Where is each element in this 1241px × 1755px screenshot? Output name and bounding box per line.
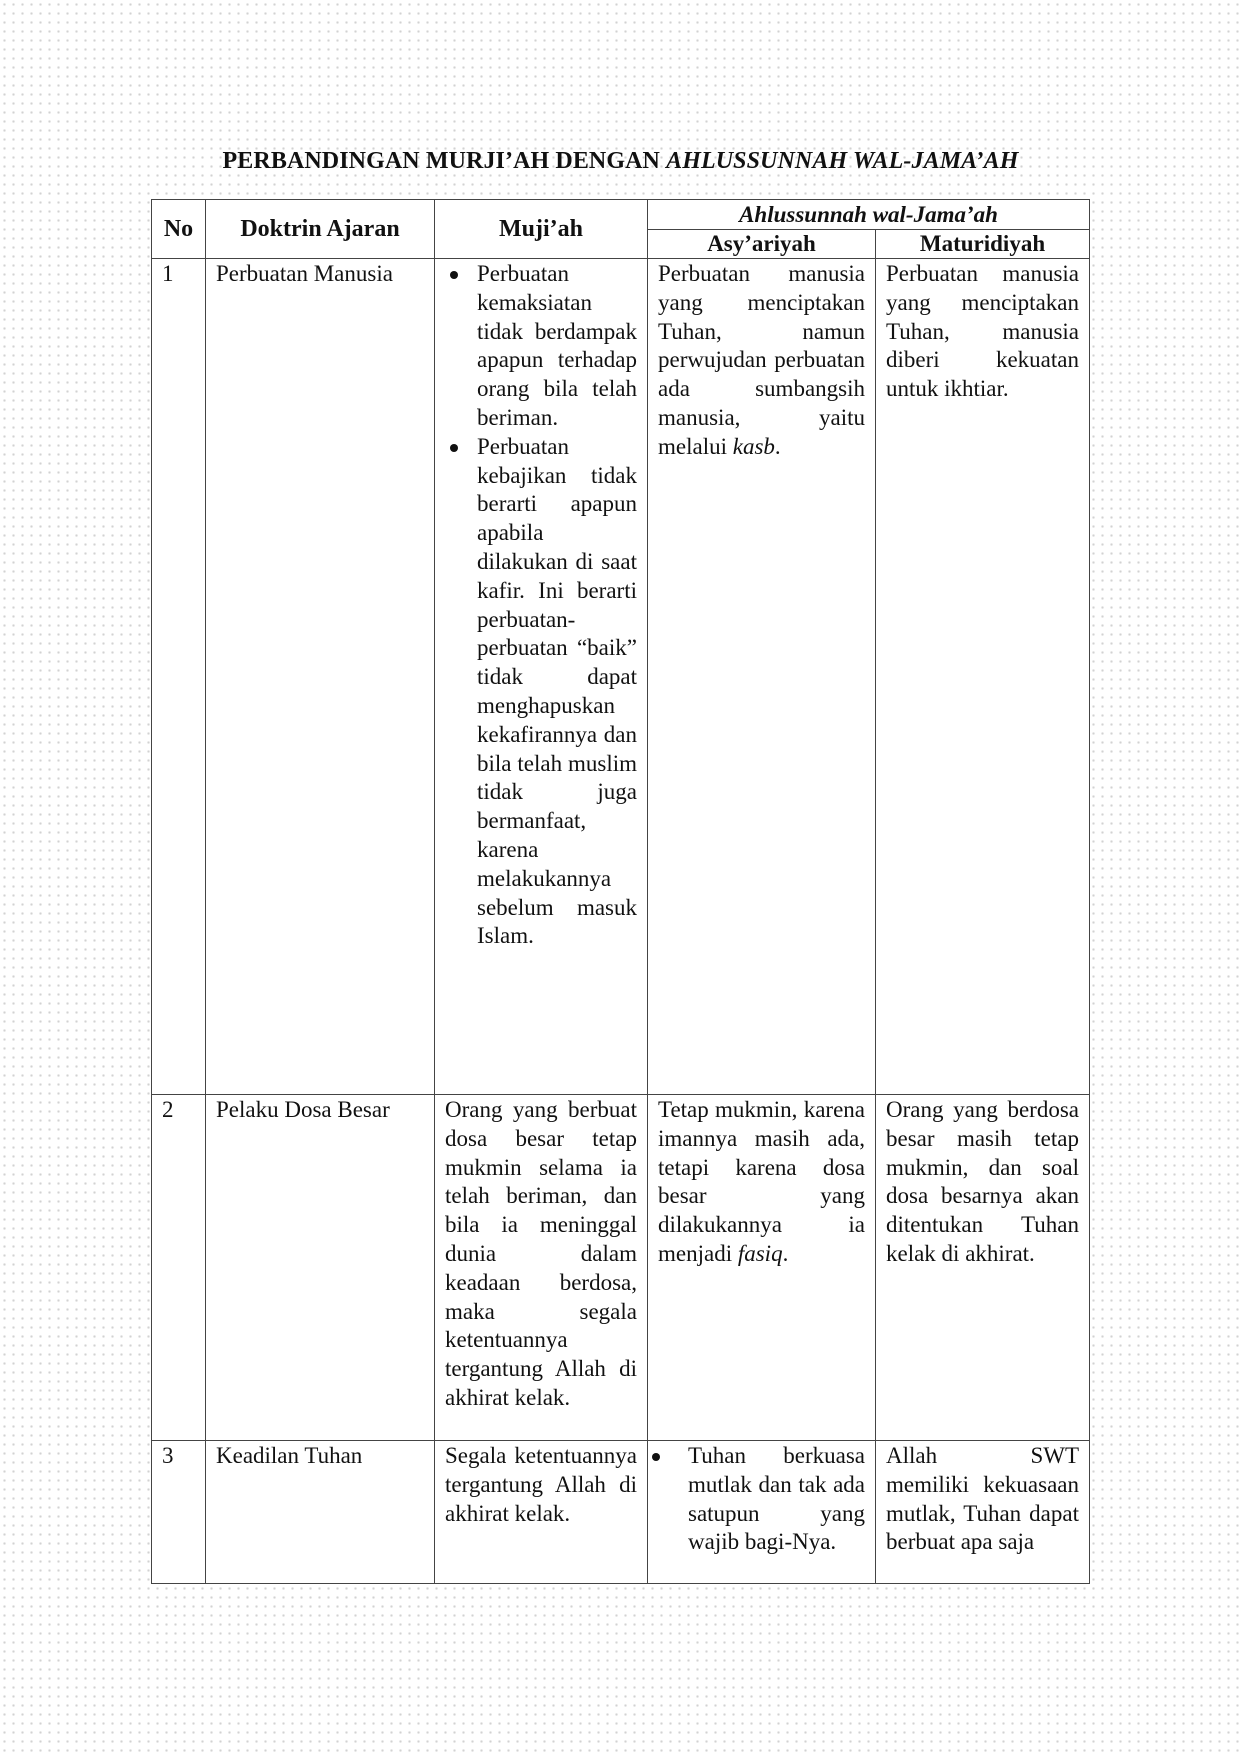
list-item: Perbuatan kebajikan tidak berarti apapun apabila dilakukan di saat kafir. Ini berarti perbuatan-perbuatan “baik” tidak dapat menghapuskan kekafirannya dan bila telah muslim tidak juga bermanfaat, karena melakukannya sebelum masuk Islam. [445,433,637,951]
asyariyah-end: . [782,1240,789,1266]
header-row-1 [152,200,1090,230]
header-murjiah: Muji’ah [435,200,648,259]
title-italic: AHLUSSUNNAH WAL-JAMA’AH [666,148,1019,174]
header-ahlussunnah: Ahlussunnah wal-Jama’ah [648,200,1090,230]
row-maturidiyah: Perbuatan manusia yang menciptakan Tuhan, manusia diberi kekuatan untuk ikhtiar. [876,259,1090,1095]
asyariyah-text: Perbuatan manusia yang menciptakan Tuhan, namun perwujudan perbuatan ada sumbangsih manusia, yaitu melalui [658,261,865,459]
asyariyah-italic-term: fasiq [737,1240,783,1266]
asyariyah-italic-term: kasb [732,433,775,459]
row-maturidiyah: Allah SWT memiliki kekuasaan mutlak, Tuhan dapat berbuat apa saja [876,1441,1090,1584]
row-murjiah: Orang yang berbuat dosa besar tetap mukmin selama ia telah beriman, dan bila ia meninggal dunia dalam keadaan berdosa, maka segala ketentuannya tergantung Allah di akhirat kelak. [435,1095,648,1441]
table-row [152,1095,1090,1441]
table-row [152,259,1090,1095]
asyariyah-end: . [774,433,781,459]
row-murjiah: Segala ketentuannya tergantung Allah di akhirat kelak. [435,1441,648,1584]
header-no: No [152,200,206,259]
row-asyariyah [648,259,876,1095]
page-title [0,148,1241,175]
list-item: Tuhan berkuasa mutlak dan tak ada satupun yang wajib bagi-Nya. [658,1442,865,1557]
murjiah-list [445,260,637,951]
list-item: Perbuatan kemaksiatan tidak berdampak apapun terhadap orang bila telah beriman. [445,260,637,433]
row-no: 1 [152,259,206,1095]
row-doktrin: Keadilan Tuhan [206,1441,435,1584]
table-row [152,1441,1090,1584]
row-asyariyah [648,1441,876,1584]
row-doktrin: Pelaku Dosa Besar [206,1095,435,1441]
header-asyariyah: Asy’ariyah [648,230,876,259]
comparison-table [151,199,1090,1584]
header-doktrin: Doktrin Ajaran [206,200,435,259]
header-maturidiyah: Maturidiyah [876,230,1090,259]
asyariyah-text: Tetap mukmin, karena imannya masih ada, tetapi karena dosa besar yang dilakukannya ia menjadi [658,1097,865,1266]
row-no: 2 [152,1095,206,1441]
title-main: PERBANDINGAN MURJI’AH DENGAN [222,148,667,174]
row-maturidiyah: Orang yang berdosa besar masih tetap mukmin, dan soal dosa besarnya akan ditentukan Tuhan kelak di akhirat. [876,1095,1090,1441]
row-no: 3 [152,1441,206,1584]
asyariyah-list [658,1442,865,1557]
row-asyariyah [648,1095,876,1441]
row-doktrin: Perbuatan Manusia [206,259,435,1095]
row-murjiah [435,259,648,1095]
